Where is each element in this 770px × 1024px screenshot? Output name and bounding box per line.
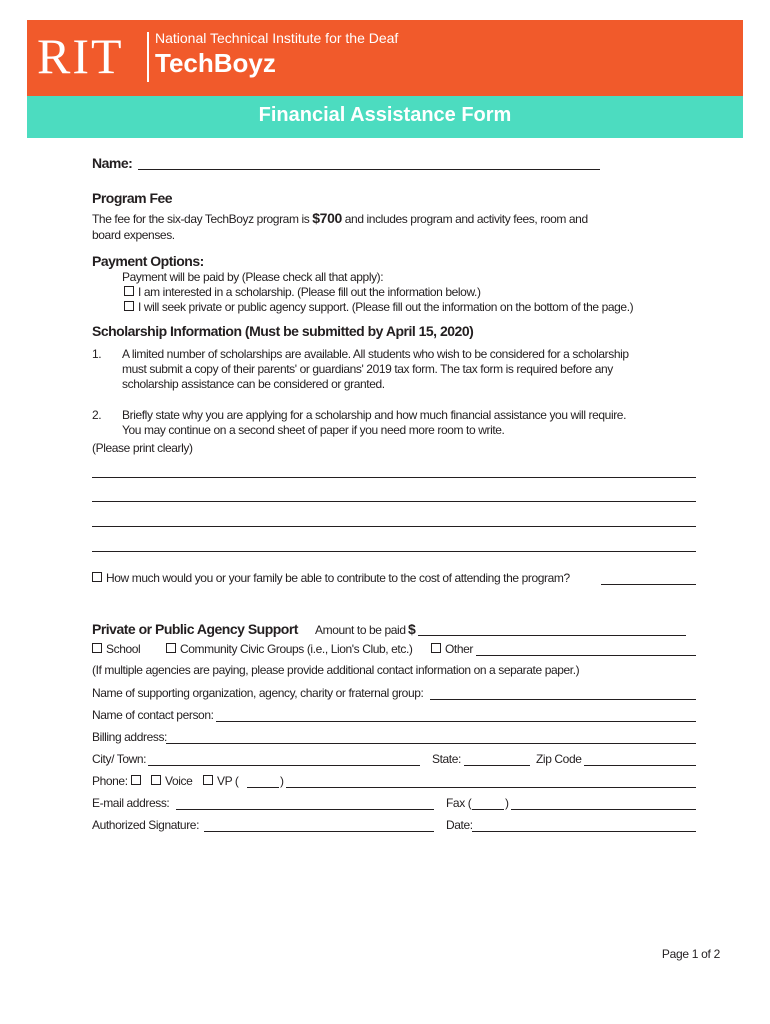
voice-checkbox[interactable]	[151, 775, 161, 785]
other-checkbox[interactable]	[431, 643, 441, 653]
other-option[interactable]: Other	[431, 642, 473, 656]
org-label: Name of supporting organization, agency, charity or fraternal group:	[92, 686, 424, 700]
response-line-3[interactable]	[92, 526, 696, 527]
program-fee-heading: Program Fee	[92, 190, 173, 206]
title-band	[27, 96, 743, 138]
email-label: E-mail address:	[92, 796, 170, 810]
state-field[interactable]	[464, 765, 530, 766]
fax-field[interactable]	[511, 809, 696, 810]
page-number: Page 1 of 2	[661, 947, 720, 961]
civic-checkbox[interactable]	[166, 643, 176, 653]
vp-area-field[interactable]	[247, 787, 279, 788]
fax-close-paren: )	[505, 796, 509, 810]
fax-area-field[interactable]	[472, 809, 504, 810]
item2-line1: Briefly state why you are applying for a scholarship and how much financial assistance you will require.	[122, 408, 627, 422]
item1-line3: scholarship assistance can be considered or granted.	[122, 377, 385, 391]
org-field[interactable]	[430, 699, 696, 700]
billing-label: Billing address:	[92, 730, 167, 744]
phone-field[interactable]	[286, 787, 696, 788]
rit-logo: RIT	[37, 28, 124, 84]
city-field[interactable]	[148, 765, 420, 766]
agency-checkbox[interactable]	[124, 301, 134, 311]
institute-name: National Technical Institute for the Deaf	[155, 30, 399, 46]
civic-option[interactable]: Community Civic Groups (i.e., Lion's Club, etc.)	[166, 642, 413, 656]
phone-checkbox[interactable]	[131, 775, 141, 785]
vp-close-paren: )	[280, 774, 284, 788]
contact-field[interactable]	[216, 721, 696, 722]
zip-field[interactable]	[584, 765, 696, 766]
header-banner	[27, 20, 743, 96]
school-checkbox[interactable]	[92, 643, 102, 653]
multiple-agencies-note: (If multiple agencies are paying, please provide additional contact information on a separate paper.)	[92, 663, 580, 677]
payment-intro: Payment will be paid by (Please check all that apply):	[122, 270, 384, 284]
email-field[interactable]	[176, 809, 434, 810]
item1-line1: A limited number of scholarships are available. All students who wish to be considered for a scholarship	[122, 347, 629, 361]
name-label: Name:	[92, 155, 133, 171]
scholarship-heading: Scholarship Information (Must be submitted by April 15, 2020)	[92, 323, 474, 339]
city-label: City/ Town:	[92, 752, 147, 766]
state-label: State:	[432, 752, 461, 766]
response-line-2[interactable]	[92, 501, 696, 502]
date-label: Date:	[446, 818, 473, 832]
scholarship-checkbox[interactable]	[124, 286, 134, 296]
logo-divider	[147, 32, 149, 82]
signature-field[interactable]	[204, 831, 434, 832]
program-fee-text: The fee for the six-day TechBoyz program is $700 and includes program and activity fees, room and	[92, 210, 588, 226]
school-option[interactable]: School	[92, 642, 140, 656]
contact-label: Name of contact person:	[92, 708, 214, 722]
other-field[interactable]	[476, 655, 696, 656]
scholarship-option[interactable]: I am interested in a scholarship. (Please fill out the information below.)	[124, 285, 481, 299]
response-line-4[interactable]	[92, 551, 696, 552]
vp-checkbox[interactable]	[203, 775, 213, 785]
form-title: Financial Assistance Form	[258, 104, 512, 126]
item2-line2: You may continue on a second sheet of paper if you need more room to write.	[122, 423, 505, 437]
dollar-sign: $	[408, 621, 416, 637]
program-fee-text-line2: board expenses.	[92, 228, 175, 242]
print-note: (Please print clearly)	[92, 441, 193, 455]
response-line-1[interactable]	[92, 477, 696, 478]
program-fee-amount: $700	[312, 210, 342, 226]
contribution-field[interactable]	[601, 584, 696, 585]
billing-field[interactable]	[166, 743, 696, 744]
amount-label: Amount to be paid	[315, 623, 406, 637]
fax-label: Fax (	[446, 796, 472, 810]
contribution-checkbox[interactable]	[92, 572, 102, 582]
program-brand: TechBoyz	[155, 48, 276, 78]
zip-label: Zip Code	[536, 752, 582, 766]
item1-line2: must submit a copy of their parents' or guardians' 2019 tax form. The tax form is required before any	[122, 362, 613, 376]
contribution-question[interactable]: How much would you or your family be able to contribute to the cost of attending the program?	[92, 571, 570, 585]
item1-number: 1.	[92, 347, 102, 361]
phone-label[interactable]: Phone:	[92, 774, 145, 788]
amount-field[interactable]	[418, 635, 686, 636]
date-field[interactable]	[472, 831, 696, 832]
signature-label: Authorized Signature:	[92, 818, 200, 832]
name-field[interactable]	[138, 169, 600, 170]
vp-option[interactable]: VP (	[203, 774, 239, 788]
payment-options-heading: Payment Options:	[92, 253, 204, 269]
agency-heading: Private or Public Agency Support	[92, 621, 298, 637]
voice-option[interactable]: Voice	[151, 774, 192, 788]
item2-number: 2.	[92, 408, 102, 422]
agency-option[interactable]: I will seek private or public agency support. (Please fill out the information on the bottom of the page.)	[124, 300, 633, 314]
